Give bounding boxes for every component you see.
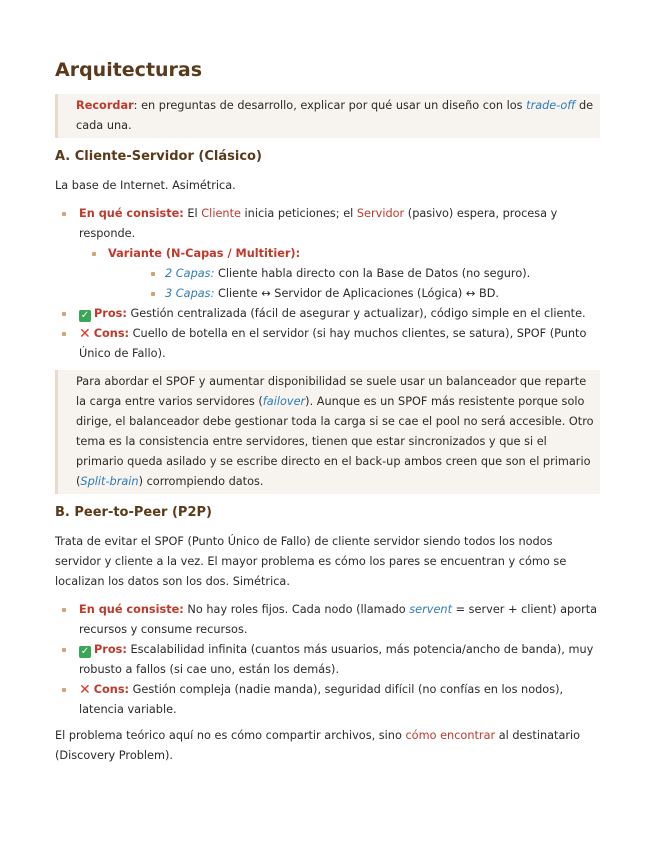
reminder-em: trade-off (526, 99, 576, 112)
three-layers-label: 3 Capas: (165, 287, 215, 300)
closing-em: cómo encontrar (405, 729, 496, 742)
reminder-callout (55, 94, 600, 138)
text: Escalabilidad infinita (cuantos más usuarios, más potencia/ancho de banda), muy robusto a fallos (si cae uno, están los demás). (79, 643, 594, 676)
spof-callout (55, 370, 600, 494)
text: ). Aunque es un SPOF más resistente porque solo dirige, el balanceador debe gestionar toda la carga si se cae el pool no será accesible. Otro tema es la consistencia entre servidores, tienen que estar sincronizados y que si el primario queda asilado y se escribe directo en el back-up ambos creen que son el primario ( (76, 395, 594, 488)
section-a-list (55, 204, 600, 364)
list-item (55, 304, 600, 324)
cons-label: Cons: (93, 683, 130, 696)
list-item (55, 600, 600, 640)
text: Cuello de botella en el servidor (si hay muchos clientes, se satura), SPOF (Punto Único de Fallo). (79, 327, 587, 360)
text: ) corrompiendo datos. (138, 475, 264, 488)
cons-label: Cons: (93, 327, 130, 340)
text: (pasivo) espera, procesa y responde. (79, 207, 558, 240)
text: Gestión centralizada (fácil de asegurar y actualizar), código simple en el cliente. (126, 307, 586, 320)
text: Cliente ↔ Servidor de Aplicaciones (Lógica) ↔ BD. (214, 287, 499, 300)
pros-label: Pros: (94, 643, 127, 656)
servidor-term: Servidor (356, 207, 405, 220)
pros-label: Pros: (94, 307, 127, 320)
list-item (79, 244, 600, 304)
section-b-intro: Trata de evitar el SPOF (Punto Único de Fallo) de cliente servidor siendo todos los nodos servidor y cliente a la vez. El mayor problema es cómo los pares se encuentran y cómo se localizan los datos son los dos. Simétrica. (55, 535, 567, 588)
reminder-label: Recordar (76, 99, 134, 112)
section-b-heading: B. Peer-to-Peer (P2P) (55, 505, 212, 520)
reminder-text-a: : en preguntas de desarrollo, explicar por qué usar un diseño con los (133, 99, 527, 112)
split-brain-term: Split-brain (80, 475, 139, 488)
variant-list (79, 244, 600, 304)
two-layers-label: 2 Capas: (165, 267, 215, 280)
servent-term: servent (409, 603, 453, 616)
text: Gestión compleja (nadie manda), seguridad difícil (no confías en los nodos), latencia variable. (79, 683, 564, 716)
cross-icon: ✕ (79, 326, 91, 342)
section-a-subtitle: La base de Internet. Asimétrica. (55, 179, 236, 192)
text: No hay roles fijos. Cada nodo (llamado (183, 603, 410, 616)
reminder-text-b: de cada una. (76, 99, 594, 132)
list-item (55, 680, 600, 720)
list-item (108, 284, 600, 304)
variant-label: Variante (N-Capas / Multitier): (108, 247, 301, 260)
text: al destinatario (Discovery Problem). (55, 729, 581, 762)
list-item (108, 264, 600, 284)
text: inicia peticiones; el (240, 207, 357, 220)
check-icon: ✓ (80, 310, 90, 321)
text: Cliente habla directo con la Base de Datos (no seguro). (214, 267, 531, 280)
failover-term: failover (262, 395, 306, 408)
text: El (183, 207, 202, 220)
list-item (55, 640, 600, 680)
what-label: En qué consiste: (79, 603, 184, 616)
what-label: En qué consiste: (79, 207, 184, 220)
layers-list (108, 264, 600, 304)
closing-paragraph (55, 726, 600, 766)
cross-icon: ✕ (79, 682, 91, 698)
text: = server + client) aporta recursos y consume recursos. (79, 603, 598, 636)
cliente-term: Cliente (201, 207, 241, 220)
section-a-heading: A. Cliente-Servidor (Clásico) (55, 149, 262, 164)
page-title: Arquitecturas (55, 59, 203, 81)
check-icon: ✓ (80, 646, 90, 657)
list-item (55, 324, 600, 364)
section-b-list (55, 600, 600, 720)
list-item (55, 204, 600, 304)
text: El problema teórico aquí no es cómo compartir archivos, sino (55, 729, 406, 742)
text: Para abordar el SPOF y aumentar disponibilidad se suele usar un balanceador que reparte la carga entre varios servidores ( (76, 375, 587, 408)
